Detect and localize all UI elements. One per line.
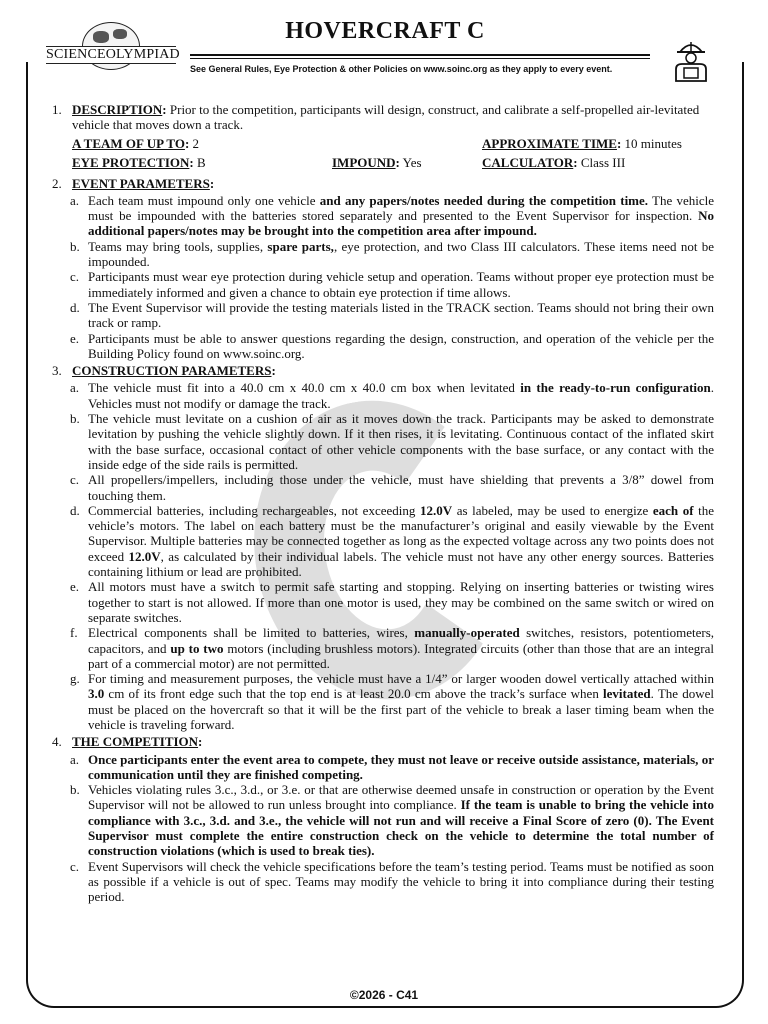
rule-text-bold: 12.0V	[128, 548, 161, 564]
section-number: 4.	[52, 734, 62, 750]
rule-text-run: Participants must be able to answer questions regarding the design, construction, and operation of the vehicle per the Building Policy found on www.soinc.org.	[88, 330, 714, 361]
rule-text	[88, 411, 714, 472]
section-number: 1.	[52, 102, 62, 117]
logo-wordmark: SCIENCEOLYMPIAD	[46, 47, 180, 62]
rule-text-run: The vehicle must levitate on a cushion of air as it moves down the track. Participants may be asked to demonstrate levitation by pushing the vehicle slightly down. If it then rises, it is levitating. Continuous contact of the inflated skirt with the base surface, occasional contact of other vehicle components with the base surface, or any contact with the inside edge of the side rails is permitted.	[88, 411, 714, 472]
eye-protection-label: EYE PROTECTION	[72, 154, 190, 170]
rule-text-run: All propellers/impellers, including those under the vehicle, must have shielding that prevents a 3/8” dowel from touching them.	[88, 472, 714, 503]
rule-text-bold: 12.0V	[419, 502, 453, 518]
section-heading: EVENT PARAMETERS	[72, 175, 210, 191]
rule-text-run: The vehicle must fit into a 40.0 cm x 40.0 cm x 40.0 cm box when levitated	[88, 380, 521, 396]
rule-item	[70, 239, 714, 270]
rule-letter: d.	[70, 502, 80, 518]
section-heading: CONSTRUCTION PARAMETERS	[72, 363, 272, 379]
rule-letter: b.	[70, 782, 80, 798]
rule-text-run: Vehicles violating rules 3.c., 3.d., or 3.e. or that are otherwise deemed unsafe in construction or operation by the Event Supervisor will not be allowed to run unless brought into compliance.	[88, 782, 714, 813]
title-rule-top	[190, 54, 650, 56]
rule-item	[70, 503, 714, 579]
rule-text-run: Commercial batteries, including rechargeables, not exceeding	[88, 502, 420, 518]
rule-text-bold: No additional papers/notes may be brought into the competition area after impound.	[88, 208, 714, 239]
rule-text-run: cm of its front edge such that the top end is at least 20.0 cm above the track’s surface when	[104, 686, 603, 702]
rule-text	[88, 579, 714, 625]
rule-item	[70, 331, 714, 362]
rule-text	[88, 300, 714, 331]
rule-text-bold: and any papers/notes needed during the competition time.	[319, 192, 649, 208]
rule-item	[70, 859, 714, 905]
rule-text-run: , as calculated by their individual labels. The vehicle must not have any other energy sources. Batteries containing lithium or lead are prohibited.	[88, 548, 714, 580]
rule-text	[88, 331, 714, 362]
rule-item	[70, 269, 714, 300]
rule-text-run: Electrical components shall be limited to batteries, wires,	[88, 625, 415, 641]
section-construction-parameters: 3. CONSTRUCTION PARAMETERS:	[52, 363, 276, 379]
rule-item	[70, 380, 714, 411]
event-info-grid: A TEAM OF UP TO: 2 APPROXIMATE TIME: 10 minutes EYE PROTECTION: B IMPOUND: Yes CALCULATOR: Class III	[72, 135, 682, 170]
rule-letter: b.	[70, 238, 80, 254]
rule-text-bold: manually-operated	[414, 625, 520, 641]
rule-text-bold: 3.0	[88, 686, 105, 702]
section-heading: DESCRIPTION	[72, 102, 163, 117]
rule-text-run: Each team must impound only one vehicle	[88, 192, 320, 208]
calculator-value: Class III	[580, 154, 626, 170]
rule-text-run: as labeled, may be used to energize	[452, 502, 653, 518]
rule-letter: d.	[70, 299, 80, 315]
event-title: HOVERCRAFT C	[285, 18, 485, 44]
list	[52, 193, 714, 361]
rule-item	[70, 472, 714, 503]
rule-letter: e.	[70, 579, 80, 595]
rule-text-run: The vehicle must be impounded with the batteries stored separately and presented to the Event Supervisor for inspection.	[88, 192, 715, 224]
rule-text-bold: levitated	[603, 686, 651, 702]
rule-text	[88, 859, 714, 905]
rule-text-run: Event Supervisors will check the vehicle specifications before the team’s testing period. Teams must be notified as soon as possible if a vehicle is out of spec. Teams may modify the vehicle to bring it into compliance during their testing period.	[88, 858, 714, 905]
impound-value: Yes	[402, 154, 422, 170]
general-rules-note: See General Rules, Eye Protection & other Policies on www.soinc.org as they apply to every event.	[190, 64, 613, 74]
eye-protection-value: B	[196, 154, 206, 170]
rule-text	[88, 193, 714, 239]
impound-label: IMPOUND	[332, 154, 396, 170]
section-description: 1. DESCRIPTION: Prior to the competition, participants will design, construct, and calibrate a self-propelled air-levitated vehicle that moves down a track.	[52, 102, 700, 133]
rule-item	[70, 671, 714, 732]
page-footer: ©2026 - C41	[330, 988, 438, 1002]
rule-item	[70, 579, 714, 625]
section-the-competition: 4. THE COMPETITION:	[52, 734, 203, 750]
rule-text-run: motors (including brushless motors). Integrated circuits (other than those that are an integral part of a commercial motor) are not permitted.	[88, 640, 714, 671]
list	[52, 752, 714, 905]
rule-item	[70, 411, 714, 472]
rule-letter: c.	[70, 472, 80, 488]
rule-text	[88, 380, 714, 411]
rule-text-bold: Once participants enter the event area to compete, they must not leave or receive outside assistance, materials, or communication until they are finished competing.	[88, 751, 714, 782]
rule-text-run: switches, resistors, potentiometers, capacitors, and	[88, 625, 714, 656]
rule-text	[88, 752, 714, 783]
description-text: Prior to the competition, participants will design, construct, and calibrate a self-propelled air-levitated vehicle that moves down a track.	[72, 102, 700, 133]
rule-text-run: the vehicle’s motors. The label on each battery must be the manufacturer’s original and easily viewable by the Event Supervisor. Multiple batteries may be connected together as long as the expected voltage across any two points does not exceed	[88, 502, 715, 564]
rule-text	[88, 472, 714, 503]
rule-text-bold: If the team is unable to bring the vehicle into compliance with 3.c., 3.d. and 3.e., the vehicle will not run and will receive a Final Score of zero (0). The Event Supervisor must complete the entire construction check on the vehicle to determine the total number of construction violations (which is used to break ties).	[88, 797, 714, 859]
rule-text	[88, 269, 714, 300]
approx-time-value: 10 minutes	[624, 135, 682, 151]
rule-letter: c.	[70, 269, 80, 285]
rule-item	[70, 625, 714, 671]
rule-letter: g.	[70, 671, 80, 687]
rule-text	[88, 239, 714, 270]
section-number: 3.	[52, 363, 62, 379]
rule-text	[88, 503, 714, 579]
title-rule-bottom	[190, 58, 650, 59]
list	[52, 380, 714, 732]
rule-item	[70, 752, 714, 783]
rule-letter: f.	[70, 625, 78, 641]
rule-item	[70, 782, 714, 858]
section-event-parameters: 2. EVENT PARAMETERS:	[52, 175, 215, 191]
section-heading: THE COMPETITION	[72, 734, 199, 750]
rules-content	[52, 102, 714, 907]
team-size-label: A TEAM OF UP TO	[72, 135, 185, 151]
rule-text-run: , eye protection, and two Class III calculators. These items need not be impounded.	[88, 238, 715, 270]
rule-letter: a.	[70, 751, 80, 767]
rule-item	[70, 193, 714, 239]
rule-text-bold: spare parts,	[267, 238, 334, 254]
rule-text-run: All motors must have a switch to permit safe starting and stopping. Relying on inserting batteries or twisting wires together to start is not allowed. If more than one motor is used, they may be combined on the same switch or wired on separate switches.	[88, 579, 714, 625]
approx-time-label: APPROXIMATE TIME	[482, 135, 617, 151]
rule-text-run: Teams may bring tools, supplies,	[88, 238, 268, 254]
rule-text-run: For timing and measurement purposes, the vehicle must have a 1/4” or larger wooden dowel vertically attached within	[88, 671, 714, 687]
rule-text-run: Participants must wear eye protection during vehicle setup and operation. Teams without proper eye protection must be immediately informed and given a chance to obtain eye protection if time allows.	[88, 269, 714, 300]
rule-text	[88, 625, 714, 671]
rule-text-bold: in the ready-to-run configuration	[520, 380, 711, 396]
team-size-value: 2	[192, 135, 200, 151]
rule-text	[88, 782, 714, 858]
rule-text	[88, 671, 714, 732]
rule-item	[70, 300, 714, 331]
rule-text-run: . The dowel must be placed on the hovercraft so that it will be the first part of the vehicle to break a laser timing beam when the vehicle is traveling forward.	[88, 686, 714, 732]
rule-text-run: . Vehicles must not modify or damage the track.	[88, 380, 714, 411]
rule-letter: b.	[70, 411, 80, 427]
rule-letter: c.	[70, 858, 80, 874]
section-number: 2.	[52, 175, 62, 191]
rule-letter: a.	[70, 380, 80, 396]
rule-letter: e.	[70, 330, 80, 346]
rule-letter: a.	[70, 192, 80, 208]
rule-text-bold: up to two	[170, 640, 224, 656]
rule-text-bold: each of	[652, 502, 694, 518]
rule-text-run: The Event Supervisor will provide the testing materials listed in the TRACK section. Teams should not bring their own track or ramp.	[88, 299, 714, 331]
calculator-label: CALCULATOR	[482, 154, 574, 170]
